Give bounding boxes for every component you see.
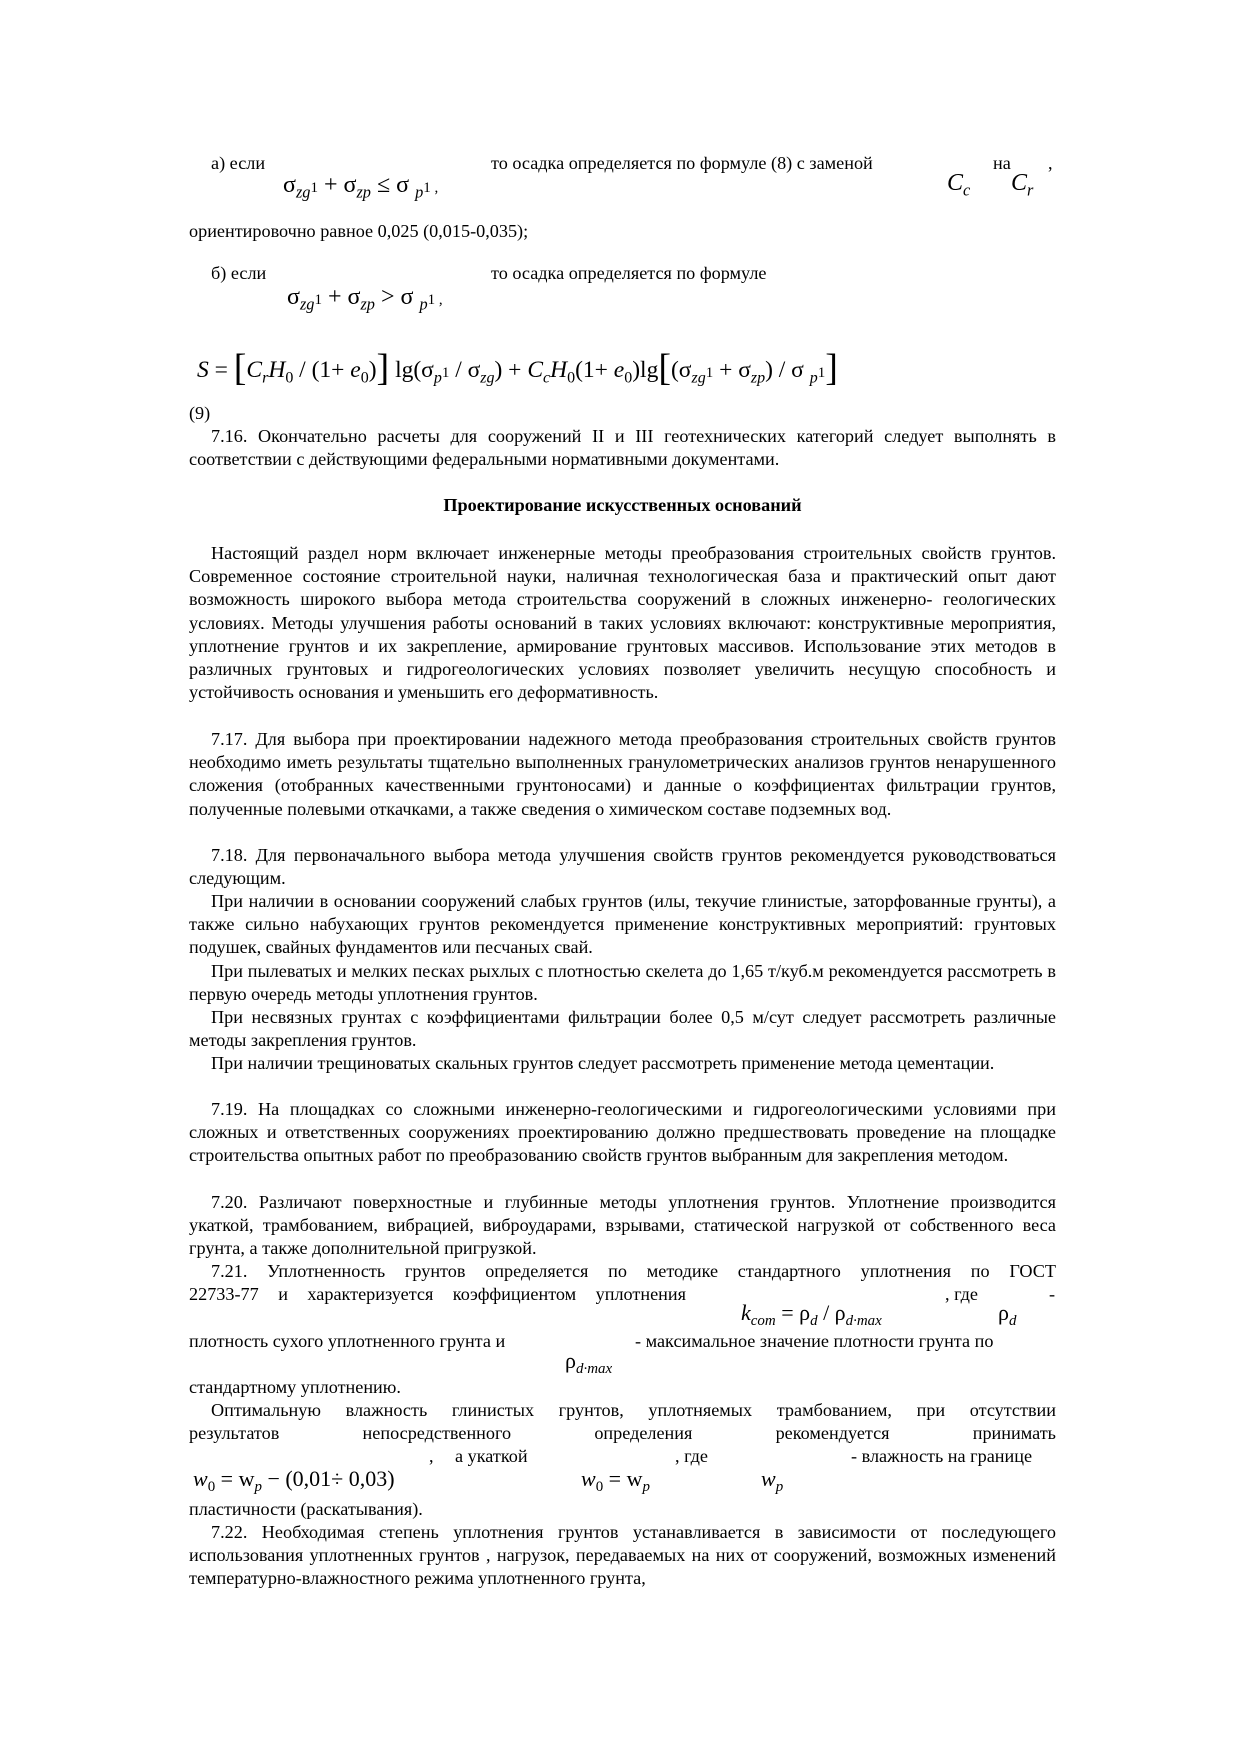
case-a-prefix: а) если (211, 153, 266, 173)
paragraph-7-21-line3-right: - максимальное значение плотности грунта по (635, 1331, 994, 1351)
moisture-tail: - влажность на границе (851, 1446, 1033, 1466)
paragraph-moisture-line2 (189, 1422, 1056, 1445)
moisture-comma: , (429, 1446, 434, 1466)
case-b-prefix: б) если (211, 263, 267, 283)
paragraph-7-21-line1: 7.21. Уплотненность грунтов определяется по методике стандартного уплотнения по ГОСТ (211, 1261, 1056, 1281)
section-heading: Проектирование искусственных оснований (443, 495, 802, 515)
moisture-word-3: определения (594, 1423, 693, 1443)
moisture-word-1: результатов (189, 1423, 280, 1443)
plastic-limit-symbol: $w_p$ (761, 1466, 784, 1496)
moisture-word-2: непосредственного (362, 1423, 512, 1443)
paragraph-7-21-line3-left: плотность сухого уплотненного грунта и (189, 1331, 506, 1351)
paragraph-7-21-dash: - (1049, 1284, 1056, 1304)
paragraph-7-21-line4: стандартному уплотнению. (189, 1377, 401, 1397)
paragraph-7-20: 7.20. Различают поверхностные и глубинные методы уплотнения грунтов. Уплотнение производится укаткой, трамбованием, вибрацией, виброударами, взрывами, статической нагрузкой от собственного веса грунта, а также дополнительной пригрузкой. (189, 1192, 1056, 1259)
paragraph-7-21-gde: , где (945, 1284, 978, 1304)
moisture-word-4: рекомендуется (775, 1423, 890, 1443)
coefficient-cr-formula: $C_r$ (1011, 170, 1034, 200)
paragraph-cohesionless: При несвязных грунтах с коэффициентами фильтрации более 0,5 м/сут следует рассмотреть различные методы закрепления грунтов. (189, 1007, 1056, 1051)
paragraph-7-17: 7.17. Для выбора при проектировании надежного метода преобразования строительных свойств грунтов необходимо иметь результаты тщательно выполненных гранулометрических анализов грунтов ненарушенного сложения (отобранных качественными грунтоносами) и данные о коэффициентах фильтрации грунтов, полученные полевыми откачками, а также сведения о химическом составе подземных вод. (189, 729, 1056, 819)
moisture-ukatkoy: а укаткой (455, 1446, 528, 1466)
paragraph-7-22: 7.22. Необходимая степень уплотнения грунтов устанавливается в зависимости от последующего использования уплотненных грунтов , нагрузок, передаваемых на них от сооружений, возможных изменений температурно-влажностного режима уплотненного грунта, (189, 1522, 1056, 1589)
dry-density-symbol: $\rho_d$ (998, 1300, 1017, 1330)
case-a-middle: то осадка определяется по формуле (8) с заменой (491, 153, 873, 173)
case-a-condition-formula: $\sigma_{zg}1 + \sigma_{zp} \le \sigma$ $_p$1 , (283, 172, 439, 202)
paragraph-7-16: 7.16. Окончательно расчеты для сооружений II и III геотехнических категорий следует выполнять в соответствии с действующими федеральными нормативными документами. (189, 426, 1056, 470)
case-a-comma: , (1048, 153, 1053, 173)
coefficient-cc-formula: $C_c$ (947, 170, 971, 200)
paragraph-weak-soils: При наличии в основании сооружений слабых грунтов (илы, текучие глинистые, заторфованные грунты), а также сильно набухающих грунтов рекомендуется применение конструктивных мероприятий: грунтовых подушек, свайных фундаментов или песчаных свай. (189, 891, 1056, 958)
paragraph-7-18: 7.18. Для первоначального выбора метода улучшения свойств грунтов рекомендуется руководствоваться следующим. (189, 845, 1056, 889)
paragraph-intro: Настоящий раздел норм включает инженерные методы преобразования строительных свойств грунтов. Современное состояние строительной науки, наличная технологическая база и практический опыт дают возможность широкого выбора метода строительства сооружений в сложных инженерно- геологических условиях. Методы улучшения работы оснований в таких условиях включают: конструктивные мероприятия, уплотнение грунтов и их закрепление, армирование грунтовых массивов. Использование этих методов в различных грунтовых и гидрогеологических условиях позволяет увеличить несущую способность и устойчивость основания и уменьшить его деформативность. (189, 543, 1056, 703)
paragraph-moisture-line4: пластичности (раскатывания). (189, 1499, 423, 1519)
moisture-word-5: принимать (972, 1423, 1056, 1443)
case-b-condition-formula: $\sigma_{zg}1 + \sigma_{zp} > \sigma$ $_p$1 , (287, 284, 443, 314)
paragraph-7-21-line2: 22733-77 и характеризуется коэффициентом уплотнения (189, 1284, 686, 1304)
case-a-na: на (993, 153, 1011, 173)
paragraph-7-19: 7.19. На площадках со сложными инженерно-геологическими и гидрогеологическими условиями при сложных и ответственных сооружениях проектированию должно предшествовать проведение на площадке строительства опытных работ по преобразованию свойств грунтов выбранным для закрепления методом. (189, 1099, 1056, 1166)
case-a-continuation: ориентировочно равное 0,025 (0,015-0,035); (189, 221, 529, 241)
max-density-symbol: $\rho_{d\cdot max}$ (565, 1348, 613, 1378)
paragraph-rock: При наличии трещиноватых скальных грунтов следует рассмотреть применение метода цементации. (211, 1053, 995, 1073)
case-b-middle: то осадка определяется по формуле (491, 263, 767, 283)
formula-number: (9) (189, 403, 211, 423)
rolling-moisture-formula: $w_0 = w_p$ (581, 1466, 650, 1496)
settlement-formula-9: $S = [C_rH_0 / (1+ e_0)]$ $\lg(\sigma_p1 / \sigma_{zg}) + C_cH_0(1+ e_0)\lg[(\sigma_{zg}1 + \sigma_{zp}) / \sigma$ $_p$1] (197, 347, 838, 389)
paragraph-moisture-line1: Оптимальную влажность глинистых грунтов, уплотняемых трамбованием, при отсутствии (211, 1400, 1056, 1420)
optimal-moisture-formula: $w_0 = w_p - (0,01\div 0,03)$ (193, 1466, 395, 1496)
compaction-coefficient-formula: $k_{com} = \rho_d / \rho_{d\cdot max}$ (741, 1300, 882, 1330)
paragraph-loose-sands: При пылеватых и мелких песках рыхлых с плотностью скелета до 1,65 т/куб.м рекомендуется рассмотреть в первую очередь методы уплотнения грунтов. (189, 961, 1056, 1005)
moisture-gde: , где (675, 1446, 708, 1466)
